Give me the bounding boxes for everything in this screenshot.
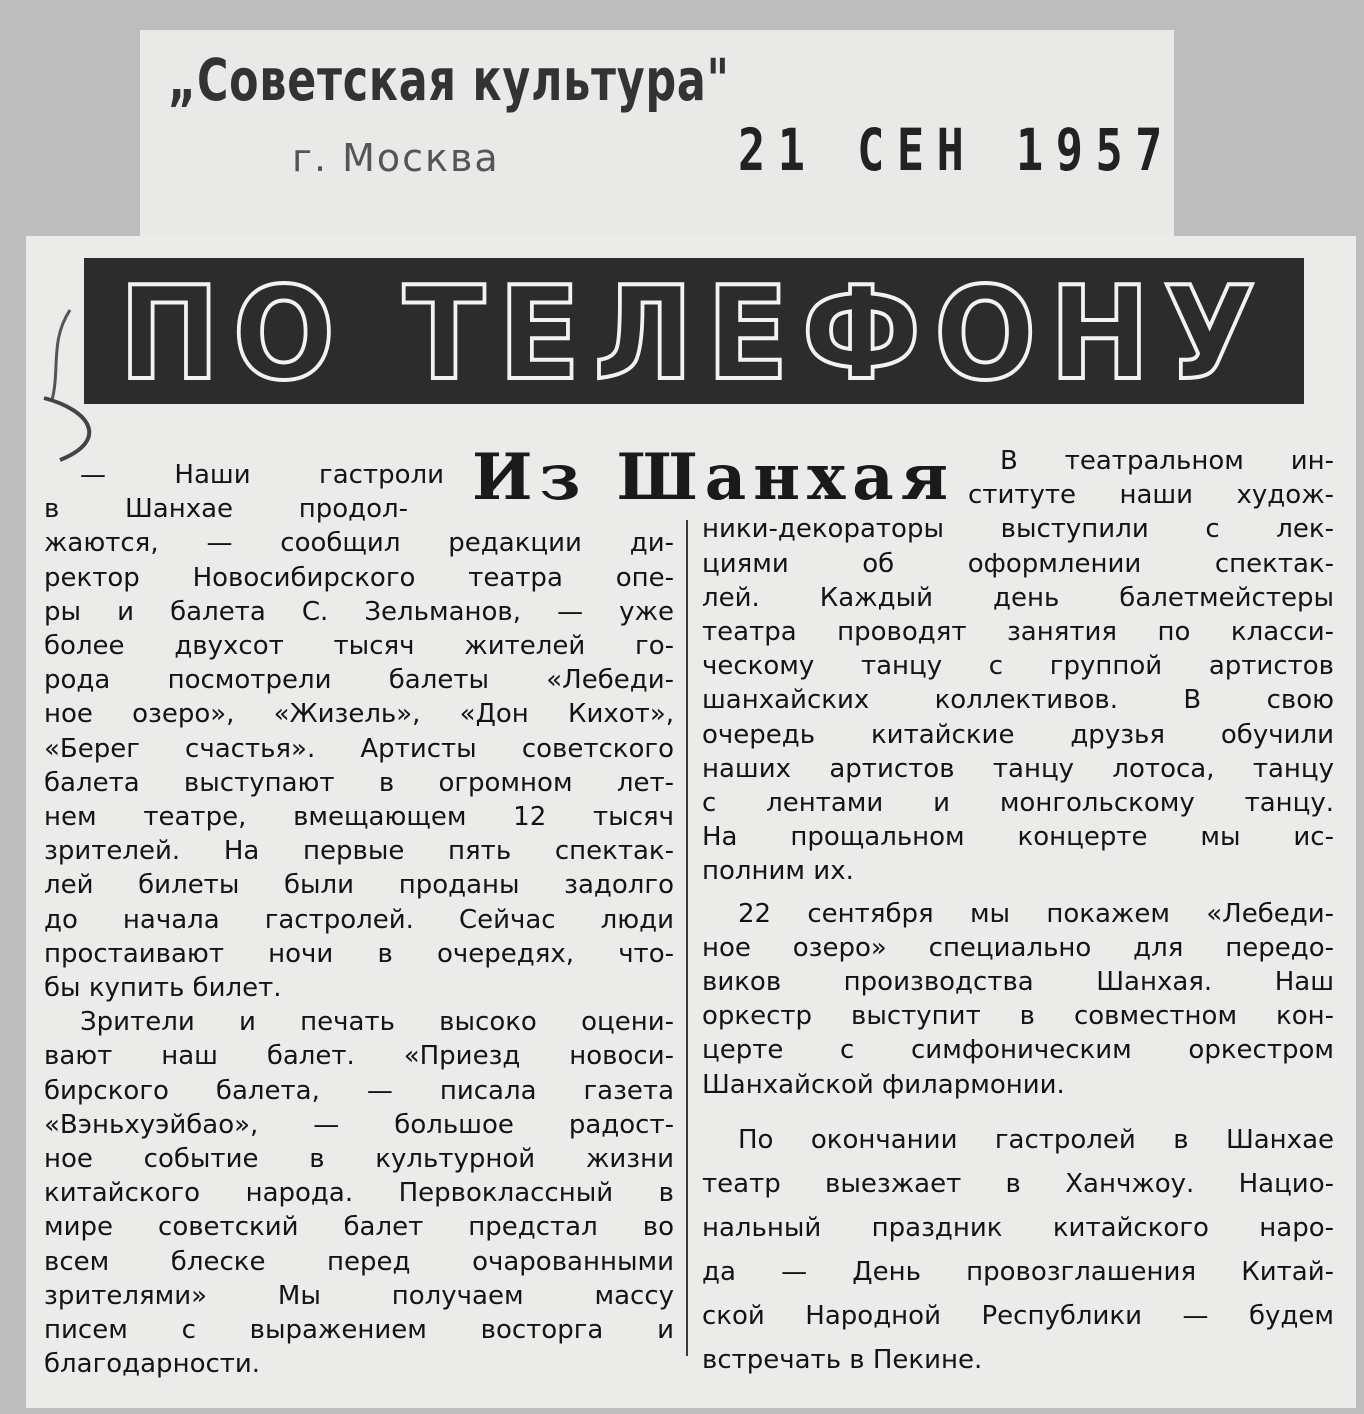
article-headline: Из Шанхая [472, 440, 955, 515]
text-line: театра проводят занятия по класси- [702, 617, 1334, 648]
text-line: благодарности. [44, 1349, 261, 1380]
text-line: «Вэньхуэйбао», — большое радост- [44, 1109, 674, 1140]
column-divider [686, 520, 688, 1356]
text-line: ное озеро», «Жизель», «Дон Кихот», [44, 699, 674, 730]
article-right-column [702, 444, 1334, 1382]
text-line: ры и балета С. Зельманов, — уже [44, 596, 674, 627]
text-line: оркестр выступит в совместном кон- [702, 1001, 1334, 1032]
text-line: «Берег счастья». Артисты советского [44, 733, 674, 764]
text-line: писем с выражением восторга и [44, 1315, 674, 1346]
text-line: бы купить билет. [44, 973, 282, 1004]
text-line: встречать в Пекине. [702, 1344, 983, 1375]
text-line: — Наши гастроли [80, 460, 444, 490]
text-line: нальный праздник китайского наро- [702, 1212, 1334, 1243]
text-line: с лентами и монгольскому танцу. [702, 788, 1334, 819]
text-line: церте с симфоническим оркестром [702, 1035, 1334, 1066]
article-left-column [44, 458, 674, 1381]
text-line: ческому танцу с группой артистов [702, 651, 1334, 682]
text-line: очередь китайские друзья обучили [702, 719, 1334, 750]
text-line: В театральном ин- [1000, 446, 1334, 476]
text-line: в Шанхае продол- [44, 494, 408, 525]
paragraph-gap [702, 1102, 1334, 1118]
text-line: 22 сентября мы покажем «Лебеди- [738, 898, 1334, 929]
text-line: до начала гастролей. Сейчас люди [44, 904, 674, 935]
text-line: циями об оформлении спектак- [702, 548, 1334, 579]
text-line: всем блеске перед очарованными [44, 1246, 674, 1277]
text-line: лей. Каждый день балетмейстеры [702, 582, 1334, 613]
text-line: китайского народа. Первоклассный в [44, 1178, 674, 1209]
banner-title-svg [84, 258, 1304, 404]
text-line: Зрители и печать высоко оцени- [80, 1007, 674, 1038]
text-line: виков производства Шанхая. Наш [702, 967, 1334, 998]
text-line: нем театре, вмещающем 12 тысяч [44, 802, 674, 833]
text-line: Шанхайской филармонии. [702, 1069, 1065, 1100]
text-line: На прощальном концерте мы ис- [702, 822, 1334, 853]
text-line: ники-декораторы выступили с лек- [702, 514, 1334, 545]
text-line: ное событие в культурной жизни [44, 1144, 674, 1175]
text-line: да — День провозглашения Китай- [702, 1256, 1334, 1287]
text-line: ректор Новосибирского театра опе- [44, 562, 674, 593]
text-line: ской Народной Республики — будем [702, 1300, 1334, 1331]
publication-city: г. Москва [292, 136, 500, 180]
banner-title: ПО ТЕЛЕФОНУ [119, 260, 1269, 404]
text-line: лей билеты были проданы задолго [44, 870, 674, 901]
text-line: По окончании гастролей в Шанхае [738, 1124, 1334, 1155]
text-line: мире советский балет предстал во [44, 1212, 674, 1243]
text-line: наших артистов танцу лотоса, танцу [702, 753, 1334, 784]
text-line: полним их. [702, 856, 854, 887]
section-banner [84, 258, 1304, 404]
text-line: ституте наши худож- [968, 480, 1334, 511]
text-line: зрителей. На первые пять спектак- [44, 836, 674, 867]
text-line: шанхайских коллективов. В свою [702, 685, 1334, 716]
date-stamp: 21 СЕН 1957 [738, 116, 1175, 184]
text-line: рода посмотрели балеты «Лебеди- [44, 665, 674, 696]
paragraph-gap [702, 889, 1334, 897]
publication-name: „Советская культура" [168, 46, 730, 114]
text-line: театр выезжает в Ханчжоу. Нацио- [702, 1168, 1334, 1199]
text-line: более двухсот тысяч жителей го- [44, 631, 674, 662]
text-line: ное озеро» специально для передо- [702, 932, 1334, 963]
text-line: жаются, — сообщил редакции ди- [44, 528, 674, 559]
text-line: балета выступают в огромном лет- [44, 767, 674, 798]
text-line: простаивают ночи в очередях, что- [44, 938, 674, 969]
text-line: бирского балета, — писала газета [44, 1075, 674, 1106]
text-line: вают наш балет. «Приезд новоси- [44, 1041, 674, 1072]
text-line: зрителями» Мы получаем массу [44, 1280, 674, 1311]
